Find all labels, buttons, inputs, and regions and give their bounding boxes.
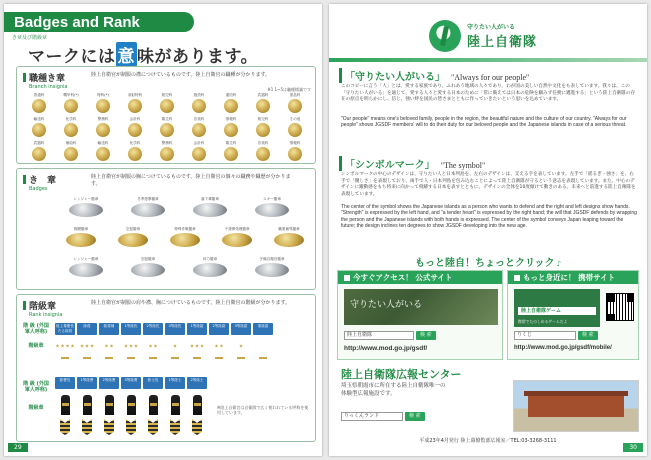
shoulder-board-icon — [187, 395, 207, 415]
section2-heading — [339, 156, 485, 171]
rank-desc: 陸上自衛官が制服の肩や襟、胸につけているものです。陸上自衛官の階級が分かります。 — [91, 300, 291, 306]
shoulder-board-icon — [77, 395, 97, 415]
branch-emblem-icon — [32, 123, 46, 137]
branch-badge — [281, 117, 309, 137]
pr-center-desc — [341, 382, 511, 398]
branch-badge — [281, 93, 309, 113]
duty-badge — [181, 197, 239, 217]
branch-badge — [153, 117, 181, 137]
branch-emblem-icon — [288, 99, 302, 113]
branch-badge — [185, 141, 213, 161]
branch-badge-caption: 警務科 — [161, 141, 173, 145]
branch-emblem-icon — [224, 99, 238, 113]
rank-bar-insignia — [121, 353, 141, 363]
section1-title-en: "Always for our people" — [451, 73, 530, 82]
rank-name-tag: 2等陸曹 — [99, 377, 119, 389]
section2-body-jp: シンボルマークの中心のデザインは、守りたい人と日本列島を、左右のデザインは、支える手を表しています。左手で「揺るぎ・強さ」を、右手で「優しさ」を表現しており、両手で人・日本列島を包み込むことによって陸上自衛隊が守るという意志を表現しています。また、中心のデザインに躍動感をもち将来に向かって飛躍する日本を表すとともに、デザインの全体を10度傾けて動きのある、未来へと前進する陸上自衛隊を表現しています。 — [341, 172, 636, 197]
wing-badge-icon — [69, 203, 103, 217]
wing-badge-icon — [131, 203, 165, 217]
duty-badge-caption: 空挺徽章 — [140, 257, 156, 261]
rank-star-insignia — [143, 341, 163, 351]
branch-badge-caption: 需品科 — [289, 93, 301, 97]
rank-bar-insignia — [77, 353, 97, 363]
chevron-insignia-icon — [165, 417, 185, 437]
shoulder-board-icon — [55, 395, 75, 415]
branch-row-2 — [25, 117, 309, 137]
duty-badge — [243, 257, 301, 277]
branch-badge-caption: 会計科 — [129, 117, 141, 121]
footer-text: 平成23年4月発行 陸上幕僚監部広報室／TEL:03-3268-3111 — [419, 438, 557, 444]
branch-insignia-section — [16, 66, 316, 164]
rank-star-insignia — [55, 341, 75, 351]
title-pre: マークには — [28, 47, 116, 67]
star-icon — [61, 344, 65, 348]
rank-star-insignia — [99, 341, 119, 351]
official-site-title: 今すぐアクセス！ 公式サイト — [353, 273, 453, 282]
badges-row-1 — [57, 197, 301, 217]
official-search-box — [344, 331, 436, 340]
badges-desc: 陸上自衛官が制服の胸につけているものです。陸上自衛官の個々の職務や職歴が分かります。 — [91, 174, 291, 187]
rank-names-row-a — [55, 323, 273, 335]
star-icon — [129, 344, 133, 348]
more-text: もっと陸自！ちょっとクリック — [414, 258, 555, 269]
rank-name-tag: 陸将補 — [99, 323, 119, 335]
rank-names-row-b — [55, 377, 207, 389]
duty-badge — [57, 227, 105, 247]
left-page — [4, 4, 322, 456]
section1-heading — [339, 68, 529, 83]
mobile-screenshot-caption: 陸上自衛隊ゲーム — [518, 307, 596, 315]
branch-badge-caption: 航空科 — [161, 93, 173, 97]
branch-row-3 — [25, 141, 309, 161]
branch-badge — [249, 93, 277, 113]
mobile-site-header — [508, 271, 638, 284]
wing-badge-icon — [255, 263, 289, 277]
branch-emblem-icon — [96, 99, 110, 113]
official-search-button[interactable]: 検 索 — [416, 331, 436, 340]
duty-badge-caption: 空挺徽章 — [125, 227, 141, 231]
duty-badge — [57, 197, 115, 217]
rank-star-insignia — [187, 341, 207, 351]
wing-badge-icon — [193, 263, 227, 277]
branch-badge — [217, 93, 245, 113]
branch-badge-caption: 普通科 — [33, 93, 45, 97]
official-site-header — [338, 271, 502, 284]
duty-badge — [265, 227, 313, 247]
branch-emblem-icon — [192, 123, 206, 137]
shoulder-board-icon — [121, 395, 141, 415]
branch-badge-caption: 化学科 — [129, 141, 141, 145]
branch-badge-caption: 会計科 — [193, 141, 205, 145]
chevron-insignia-icon — [77, 417, 97, 437]
branch-emblem-icon — [32, 147, 46, 161]
branch-badge-caption: 衛生科 — [161, 117, 173, 121]
star-icon — [173, 344, 177, 348]
star-icon — [71, 344, 75, 348]
branch-badge — [121, 93, 149, 113]
branch-badge — [25, 117, 53, 137]
more-arrow-icon: ♪ — [556, 260, 562, 268]
bar-icon — [215, 357, 223, 359]
wing-badge-icon — [255, 203, 289, 217]
branch-emblem-icon — [128, 147, 142, 161]
branch-badge — [57, 141, 85, 161]
branch-badge-caption: 輸送科 — [33, 117, 45, 121]
duty-badge — [213, 227, 261, 247]
duty-badge-caption: 職業補導徽章 — [278, 227, 300, 231]
branch-badge-caption: 情報科 — [289, 141, 301, 145]
wing-badge-icon — [118, 233, 148, 247]
branch-emblem-icon — [192, 99, 206, 113]
pr-center-title: 陸上自衛隊広報センター — [341, 368, 462, 381]
branch-badge — [185, 117, 213, 137]
wing-badge-icon — [66, 233, 96, 247]
chevron-insignia-icon — [121, 417, 141, 437]
rank-label-b: 階級章 — [28, 343, 44, 349]
branch-emblem-icon — [160, 123, 174, 137]
pr-center-building-photo — [513, 380, 639, 432]
branch-emblem-icon — [64, 99, 78, 113]
branch-emblem-icon — [64, 123, 78, 137]
branch-badge-caption: 警務科 — [97, 117, 109, 121]
section1-title-jp: 「守りたい人がいる」 — [339, 68, 445, 83]
duty-badge-caption: レンジャー徽章 — [73, 257, 99, 261]
branch-emblem-icon — [288, 147, 302, 161]
pr-center-desc-line2: 体験型広報施設です。 — [341, 391, 396, 397]
branch-badge-caption: 航空科 — [257, 117, 269, 121]
branch-badge — [121, 117, 149, 137]
rank-name-tag: 1等陸曹 — [77, 377, 97, 389]
shoulder-board-icon — [165, 395, 185, 415]
branch-badge — [57, 117, 85, 137]
chevron-insignia-icon — [55, 417, 75, 437]
right-page — [329, 4, 647, 456]
badges-title: き 章 — [23, 173, 87, 186]
rank-bar-insignia — [187, 353, 207, 363]
bar-icon — [149, 357, 157, 359]
branch-emblem-icon — [160, 99, 174, 113]
star-icon — [220, 344, 224, 348]
rank-name-tag: 准陸尉 — [253, 323, 273, 335]
pr-center-search-input[interactable]: りっくんランド — [341, 412, 403, 421]
rank-insignia-section — [16, 294, 316, 442]
duty-badge — [161, 227, 209, 247]
left-header-banner — [4, 12, 194, 32]
mobile-site-title: もっと身近に！ 携帯サイト — [523, 273, 616, 282]
rank-star-insignia — [253, 341, 273, 351]
duty-badge — [109, 227, 157, 247]
chevron-insignia-icon — [99, 417, 119, 437]
star-icon — [80, 344, 84, 348]
rank-name-tag: 3等陸佐 — [165, 323, 185, 335]
duty-badge-caption: 特殊作戦徽章 — [174, 227, 196, 231]
branch-badge — [217, 117, 245, 137]
branch-badge-caption: 武器科 — [33, 141, 45, 145]
left-header-subtitle: き章及び階級章 — [12, 35, 48, 41]
star-icon — [200, 344, 204, 348]
section1-body-jp: このコピーに言う「人」とは、愛する家族であり、ふれあう地域の人々であり、わが国の美しい自然や文化をも表しています。我々は、この「守りたい人がいる」を通じて、愛する人々と愛する日本のために「常に備えては日本の危険を顧みず任務に邁進する」という陸上自衛隊の存在の原点を明らかにし、信じ、強い絆を国民の皆さまとともに作っていきたいという思いを込めています。 — [341, 84, 635, 103]
rank-name-tag: 2等陸士 — [187, 377, 207, 389]
pr-center-desc-line1: 埼玉県朝霞市に所在する陸上自衛隊唯一の — [341, 383, 446, 389]
page-number-right: 30 — [623, 443, 643, 452]
square-icon — [344, 275, 350, 281]
duty-badge — [243, 197, 301, 217]
rank-star-insignia — [209, 341, 229, 351]
rank-name-tag: 2等陸佐 — [143, 323, 163, 335]
branch-badge — [217, 141, 245, 161]
duty-badge-caption: スキー徽章 — [263, 197, 281, 201]
badges-row-3 — [57, 257, 301, 277]
star-icon — [149, 344, 153, 348]
section2-title-jp: 「シンボルマーク」 — [339, 156, 435, 171]
branch-badge — [121, 141, 149, 161]
wing-badge-icon — [274, 233, 304, 247]
logo-name: 陸上自衛隊 — [467, 35, 538, 50]
rank-bar-insignia — [209, 353, 229, 363]
badges-title-en: Badges — [29, 186, 48, 192]
bar-icon — [237, 357, 245, 359]
branch-emblem-icon — [224, 147, 238, 161]
branch-emblem-icon — [224, 123, 238, 137]
star-icon — [154, 344, 158, 348]
branch-emblem-icon — [160, 147, 174, 161]
branch-title: 職種き章 — [23, 71, 87, 84]
duty-badge-caption: 体力徽章 — [202, 257, 218, 261]
badges-heading — [23, 173, 87, 192]
star-icon — [85, 344, 89, 348]
branch-badge — [249, 141, 277, 161]
bar-icon — [193, 357, 201, 359]
mobile-screenshot-sub: 携帯でたのしめるゲームだよ — [518, 319, 568, 324]
bar-icon — [105, 357, 113, 359]
badges-row-2 — [57, 227, 313, 247]
mobile-site-url[interactable]: http://www.mod.go.jp/gsdf/mobile/ — [514, 345, 612, 351]
branch-desc: 陸上自衛官が制服の襟につけているものです。陸上自衛官の職種が分かります。 — [91, 72, 271, 78]
rank-star-insignia — [165, 341, 185, 351]
star-icon — [90, 344, 94, 348]
branch-badge — [153, 93, 181, 113]
shoulder-board-icon — [99, 395, 119, 415]
bar-icon — [61, 357, 69, 359]
rank-name-tag: 陸士長 — [143, 377, 163, 389]
mobile-search-input[interactable]: りくじ — [514, 331, 576, 340]
rank-heading — [23, 299, 87, 318]
rank-bar-insignia — [55, 353, 75, 363]
official-site-screenshot[interactable] — [344, 289, 498, 325]
branch-badge — [25, 93, 53, 113]
rank-name-tag: 1等陸佐 — [121, 323, 141, 335]
branch-emblem-icon — [192, 147, 206, 161]
rank-label-a: 階 級 (外国軍人呼称) — [23, 323, 49, 335]
branch-heading — [23, 71, 87, 90]
duty-badge-caption: 予備自衛官徽章 — [259, 257, 285, 261]
mobile-site-panel — [507, 270, 639, 360]
rank-label-d: 階級章 — [28, 405, 44, 411]
rank-bar-insignia — [231, 353, 251, 363]
duty-badge — [181, 257, 239, 277]
rank-bar-insignia — [165, 353, 185, 363]
mobile-search-box — [514, 331, 598, 340]
duty-badge — [119, 257, 177, 277]
star-icon — [110, 344, 114, 348]
branch-badge-caption: 音楽科 — [193, 117, 205, 121]
branch-badge-caption: 補給科 — [65, 141, 77, 145]
chevron-insignia-icon — [143, 417, 163, 437]
duty-badge-caption: レンジャー徽章 — [73, 197, 99, 201]
star-icon — [66, 344, 70, 348]
branch-badge-caption: 武器科 — [257, 93, 269, 97]
pr-center-search-box — [341, 412, 425, 421]
rank-title: 階級章 — [23, 299, 87, 312]
header-band — [329, 58, 647, 62]
branch-badge — [89, 93, 117, 113]
section2-title-en: "The symbol" — [440, 161, 486, 170]
rank-bar-insignia — [99, 353, 119, 363]
branch-badge-caption: 機甲科(*) — [63, 93, 79, 97]
branch-badge — [185, 93, 213, 113]
square-icon — [514, 275, 520, 281]
branch-badge-caption: 情報科 — [225, 117, 237, 121]
star-icon — [105, 344, 109, 348]
chevron-insignia-icon — [187, 417, 207, 437]
title-post: 味があります。 — [137, 47, 259, 67]
rank-star-insignia — [231, 341, 251, 351]
rank-name-tag: 1等陸尉 — [187, 323, 207, 335]
branch-emblem-icon — [256, 147, 270, 161]
branch-row-1 — [25, 93, 309, 113]
duty-badge — [57, 257, 115, 277]
star-icon — [195, 344, 199, 348]
branch-emblem-icon — [128, 123, 142, 137]
rank-note: ※陸上自衛官は自衛隊で広く使われている呼称を使用しています。 — [217, 405, 309, 415]
duty-badge-caption: 落下傘徽章 — [201, 197, 219, 201]
left-page-title — [28, 42, 258, 67]
branch-note: ※1 1~5は職種標識です — [267, 87, 311, 92]
branch-emblem-icon — [128, 99, 142, 113]
branch-emblem-icon — [256, 99, 270, 113]
branch-emblem-icon — [96, 147, 110, 161]
branch-title-en: Branch insignia — [29, 84, 68, 90]
rank-shoulder-row — [55, 395, 207, 415]
rank-name-tag: 3等陸尉 — [231, 323, 251, 335]
branch-badge-caption: 施設科 — [193, 93, 205, 97]
duty-badge — [119, 197, 177, 217]
official-site-screenshot-caption: 守りたい人がいる — [350, 299, 423, 309]
branch-badge-caption: 通信科 — [225, 93, 237, 97]
page-number-left: 29 — [8, 443, 28, 452]
rank-name-tag: 2等陸尉 — [209, 323, 229, 335]
branch-badge-caption: 特科(*) — [97, 93, 109, 97]
rank-insignia-row-a2 — [55, 353, 273, 363]
branch-badge-caption: 化学科 — [65, 117, 77, 121]
section1-body-en: "Our people" means one's beloved family, people in the region, the beautiful nature and the culture of our country. "Always for our people" shows JGSDF members' will to do their duty for our beloved people and the Japanese islands in case of a serious threat. — [341, 116, 627, 129]
rank-bar-insignia — [143, 353, 163, 363]
branch-badge — [89, 141, 117, 161]
rank-chevron-row — [55, 417, 207, 437]
gsdf-symbol-icon — [429, 20, 461, 52]
branch-emblem-icon — [32, 99, 46, 113]
rank-name-tag: 陸曹長 — [55, 377, 75, 389]
rank-name-tag: 陸将 — [77, 323, 97, 335]
mobile-site-screenshot[interactable] — [514, 289, 600, 327]
duty-badge-caption: 不発弾処理徽章 — [224, 227, 250, 231]
section2-body-en: The center of the symbol shows the Japanese islands as a person who wants to defend and the right and left designs show hands. "Strength" is expressed by the left hand, and "a tender heart" is expressed by the right hand; the will that JGSDF defends by wrapping the person and the Japanese islands with both hands is expressed. The center of the symbol conveys Japan leaping toward the future; the design inclines ten degrees to show JGSDF developing into the new age. — [341, 204, 637, 230]
duty-badge-caption: 格闘徽章 — [73, 227, 89, 231]
official-site-panel — [337, 270, 503, 360]
logo-tagline: 守りたい人がいる — [467, 24, 516, 31]
official-search-input[interactable]: 陸上自衛隊 — [344, 331, 414, 340]
wing-badge-icon — [131, 263, 165, 277]
duty-badge-caption: 冬季遊撃徽章 — [137, 197, 159, 201]
branch-emblem-icon — [64, 147, 78, 161]
star-icon — [215, 344, 219, 348]
rank-label-c: 階 級 (外国軍人呼称) — [23, 381, 49, 393]
gsdf-logo — [429, 20, 537, 52]
bar-icon — [127, 357, 135, 359]
wing-badge-icon — [222, 233, 252, 247]
branch-emblem-icon — [96, 123, 110, 137]
official-site-url[interactable]: http://www.mod.go.jp/gsdf/ — [344, 345, 428, 352]
branch-emblem-icon — [288, 123, 302, 137]
rank-insignia-row-a — [55, 341, 273, 351]
branch-badge — [153, 141, 181, 161]
star-icon — [239, 344, 243, 348]
star-icon — [124, 344, 128, 348]
rank-name-tag: 3等陸曹 — [121, 377, 141, 389]
left-header-title: Badges and Rank — [14, 14, 140, 31]
mobile-search-button[interactable]: 検 索 — [578, 331, 598, 340]
badges-section — [16, 168, 316, 290]
wing-badge-icon — [170, 233, 200, 247]
more-banner — [329, 254, 647, 269]
branch-badge-caption: 音楽科 — [257, 141, 269, 145]
rank-star-insignia — [77, 341, 97, 351]
rank-bar-insignia — [253, 353, 273, 363]
title-highlight: 意 — [116, 42, 138, 67]
branch-badge — [25, 141, 53, 161]
qr-code-icon — [606, 293, 634, 321]
branch-badge — [281, 141, 309, 161]
shoulder-board-icon — [143, 395, 163, 415]
branch-badge — [249, 117, 277, 137]
branch-badge-caption: 輸送科 — [97, 141, 109, 145]
branch-emblem-icon — [256, 123, 270, 137]
star-icon — [56, 344, 60, 348]
wing-badge-icon — [193, 203, 227, 217]
branch-badge-caption: 衛生科 — [225, 141, 237, 145]
star-icon — [190, 344, 194, 348]
rank-title-en: Rank insignia — [29, 312, 63, 318]
branch-badge — [57, 93, 85, 113]
rank-name-tag: 陸上幕僚長たる陸将 — [56, 324, 74, 333]
rank-name-tag: 1等陸士 — [165, 377, 185, 389]
rank-star-insignia — [121, 341, 141, 351]
bar-icon — [83, 357, 91, 359]
branch-badge-caption: その他 — [289, 117, 301, 121]
wing-badge-icon — [69, 263, 103, 277]
branch-badge-caption: 高射特科 — [127, 93, 143, 97]
bar-icon — [259, 357, 267, 359]
star-icon — [134, 344, 138, 348]
bar-icon — [171, 357, 179, 359]
branch-badge — [89, 117, 117, 137]
pr-center-search-button[interactable]: 検 索 — [405, 412, 425, 421]
